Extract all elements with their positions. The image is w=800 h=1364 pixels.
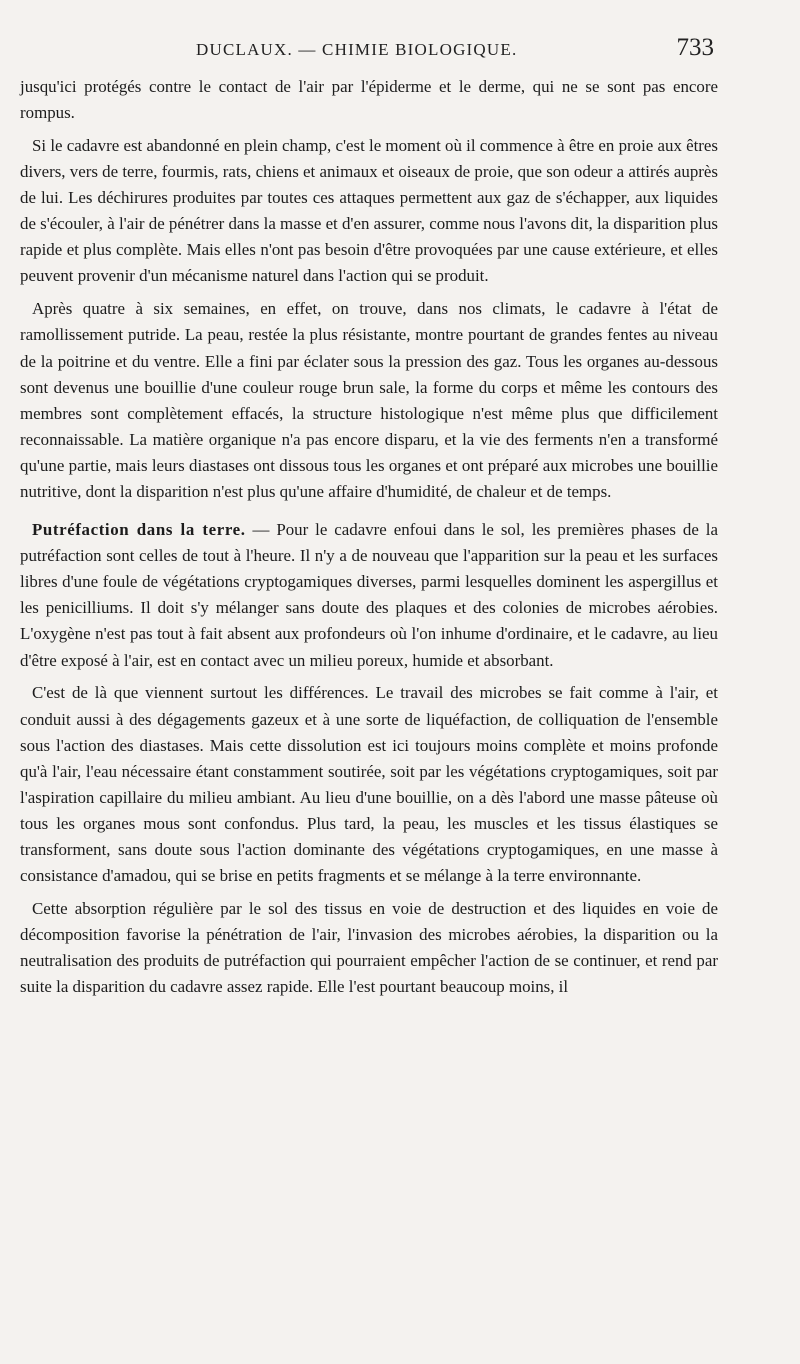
paragraph-plein-champ: Si le cadavre est abandonné en plein champ, c'est le moment où il commence à être en proie aux êtres divers, vers de terre, fourmis, rats, chiens et animaux et oiseaux de proie, que son odeur a attirés auprès de lui. Les déchirures produites par toutes ces attaques permettent aux gaz de s'échapper, aux liquides de s'écouler, à l'air de pénétrer dans la masse et d'en assurer, comme nous l'avons dit, la disparition plus rapide et plus complète. Mais elles n'ont pas besoin d'être provoquées par une cause extérieure, et elles peuvent provenir d'un mécanisme naturel dans l'action qui se produit.	[20, 135, 718, 286]
page-number: 733	[676, 34, 714, 61]
body-text	[20, 74, 718, 1007]
section-lead-text: — Pour le cadavre enfoui dans le sol, les premières phases de la putréfaction sont celles de tout à l'heure. Il n'y a de nouveau que l'apparition sur la peau et les surfaces libres d'une foule de végétations cryptogamiques diverses, parmi lesquelles dominent les aspergillus et les penicilliums. Il doit s'y mélanger sans doute des plaques et des colonies de microbes aérobies. L'oxygène n'est pas tout à fait absent aux profondeurs où l'on inhume d'ordinaire, et le cadavre, au lieu d'être exposé à l'air, est en contact avec un milieu poreux, humide et absorbant.	[20, 520, 718, 670]
page-header	[0, 34, 800, 66]
paragraph-differences: C'est de là que viennent surtout les différences. Le travail des microbes se fait comme à l'air, et conduit aussi à des dégagements gazeux et à une sorte de liquéfaction, de colliquation de l'ensemble sous l'action des diastases. Mais cette dissolution est ici toujours moins complète et moins profonde qu'à l'air, l'eau nécessaire étant constamment soutirée, soit par les végétations cryptogamiques, soit par l'aspiration capillaire du milieu ambiant. Au lieu d'une bouillie, on a dès l'abord une masse pâteuse où tous les organes mous sont confondus. Plus tard, la peau, les muscles et les tissus élastiques se transforment, sans doute sous l'action dominante des végétations cryptogamiques, en une masse à consistance d'amadou, qui se brise en petits fragments et se mélange à la terre environnante.	[20, 683, 718, 886]
paragraph-continuation: jusqu'ici protégés contre le contact de l'air par l'épiderme et le derme, qui ne se sont pas encore rompus.	[20, 77, 718, 123]
paragraph-absorption: Cette absorption régulière par le sol des tissus en voie de destruction et des liquides en voie de décomposition favorise la pénétration de l'air, l'invasion des microbes aérobies, la disparition ou la neutralisation des produits de putréfaction qui pourraient empêcher l'action de se continuer, et rend par suite la disparition du cadavre assez rapide. Elle l'est pourtant beaucoup moins, il	[20, 899, 718, 997]
section-putrefaction-terre	[20, 517, 718, 674]
paragraph-ramollissement: Après quatre à six semaines, en effet, on trouve, dans nos climats, le cadavre à l'état de ramollissement putride. La peau, restée la plus résistante, montre pourtant de grandes fentes au niveau de la poitrine et du ventre. Elle a fini par éclater sous la pression des gaz. Tous les organes au-dessous sont devenus une bouillie d'une couleur rouge brun sale, la forme du corps et même les contours des membres sont complètement effacés, la structure histologique n'est même plus que difficilement reconnaissable. La matière organique n'a pas encore disparu, et la vie des ferments n'en a transformé qu'une partie, mais leurs diastases ont dissous tous les organes et ont préparé aux microbes une bouillie nutritive, dont la disparition n'est plus qu'une affaire d'humidité, de chaleur et de temps.	[20, 299, 718, 501]
running-head: DUCLAUX. — CHIMIE BIOLOGIQUE.	[196, 40, 518, 59]
section-heading: Putréfaction dans la terre.	[32, 520, 246, 540]
